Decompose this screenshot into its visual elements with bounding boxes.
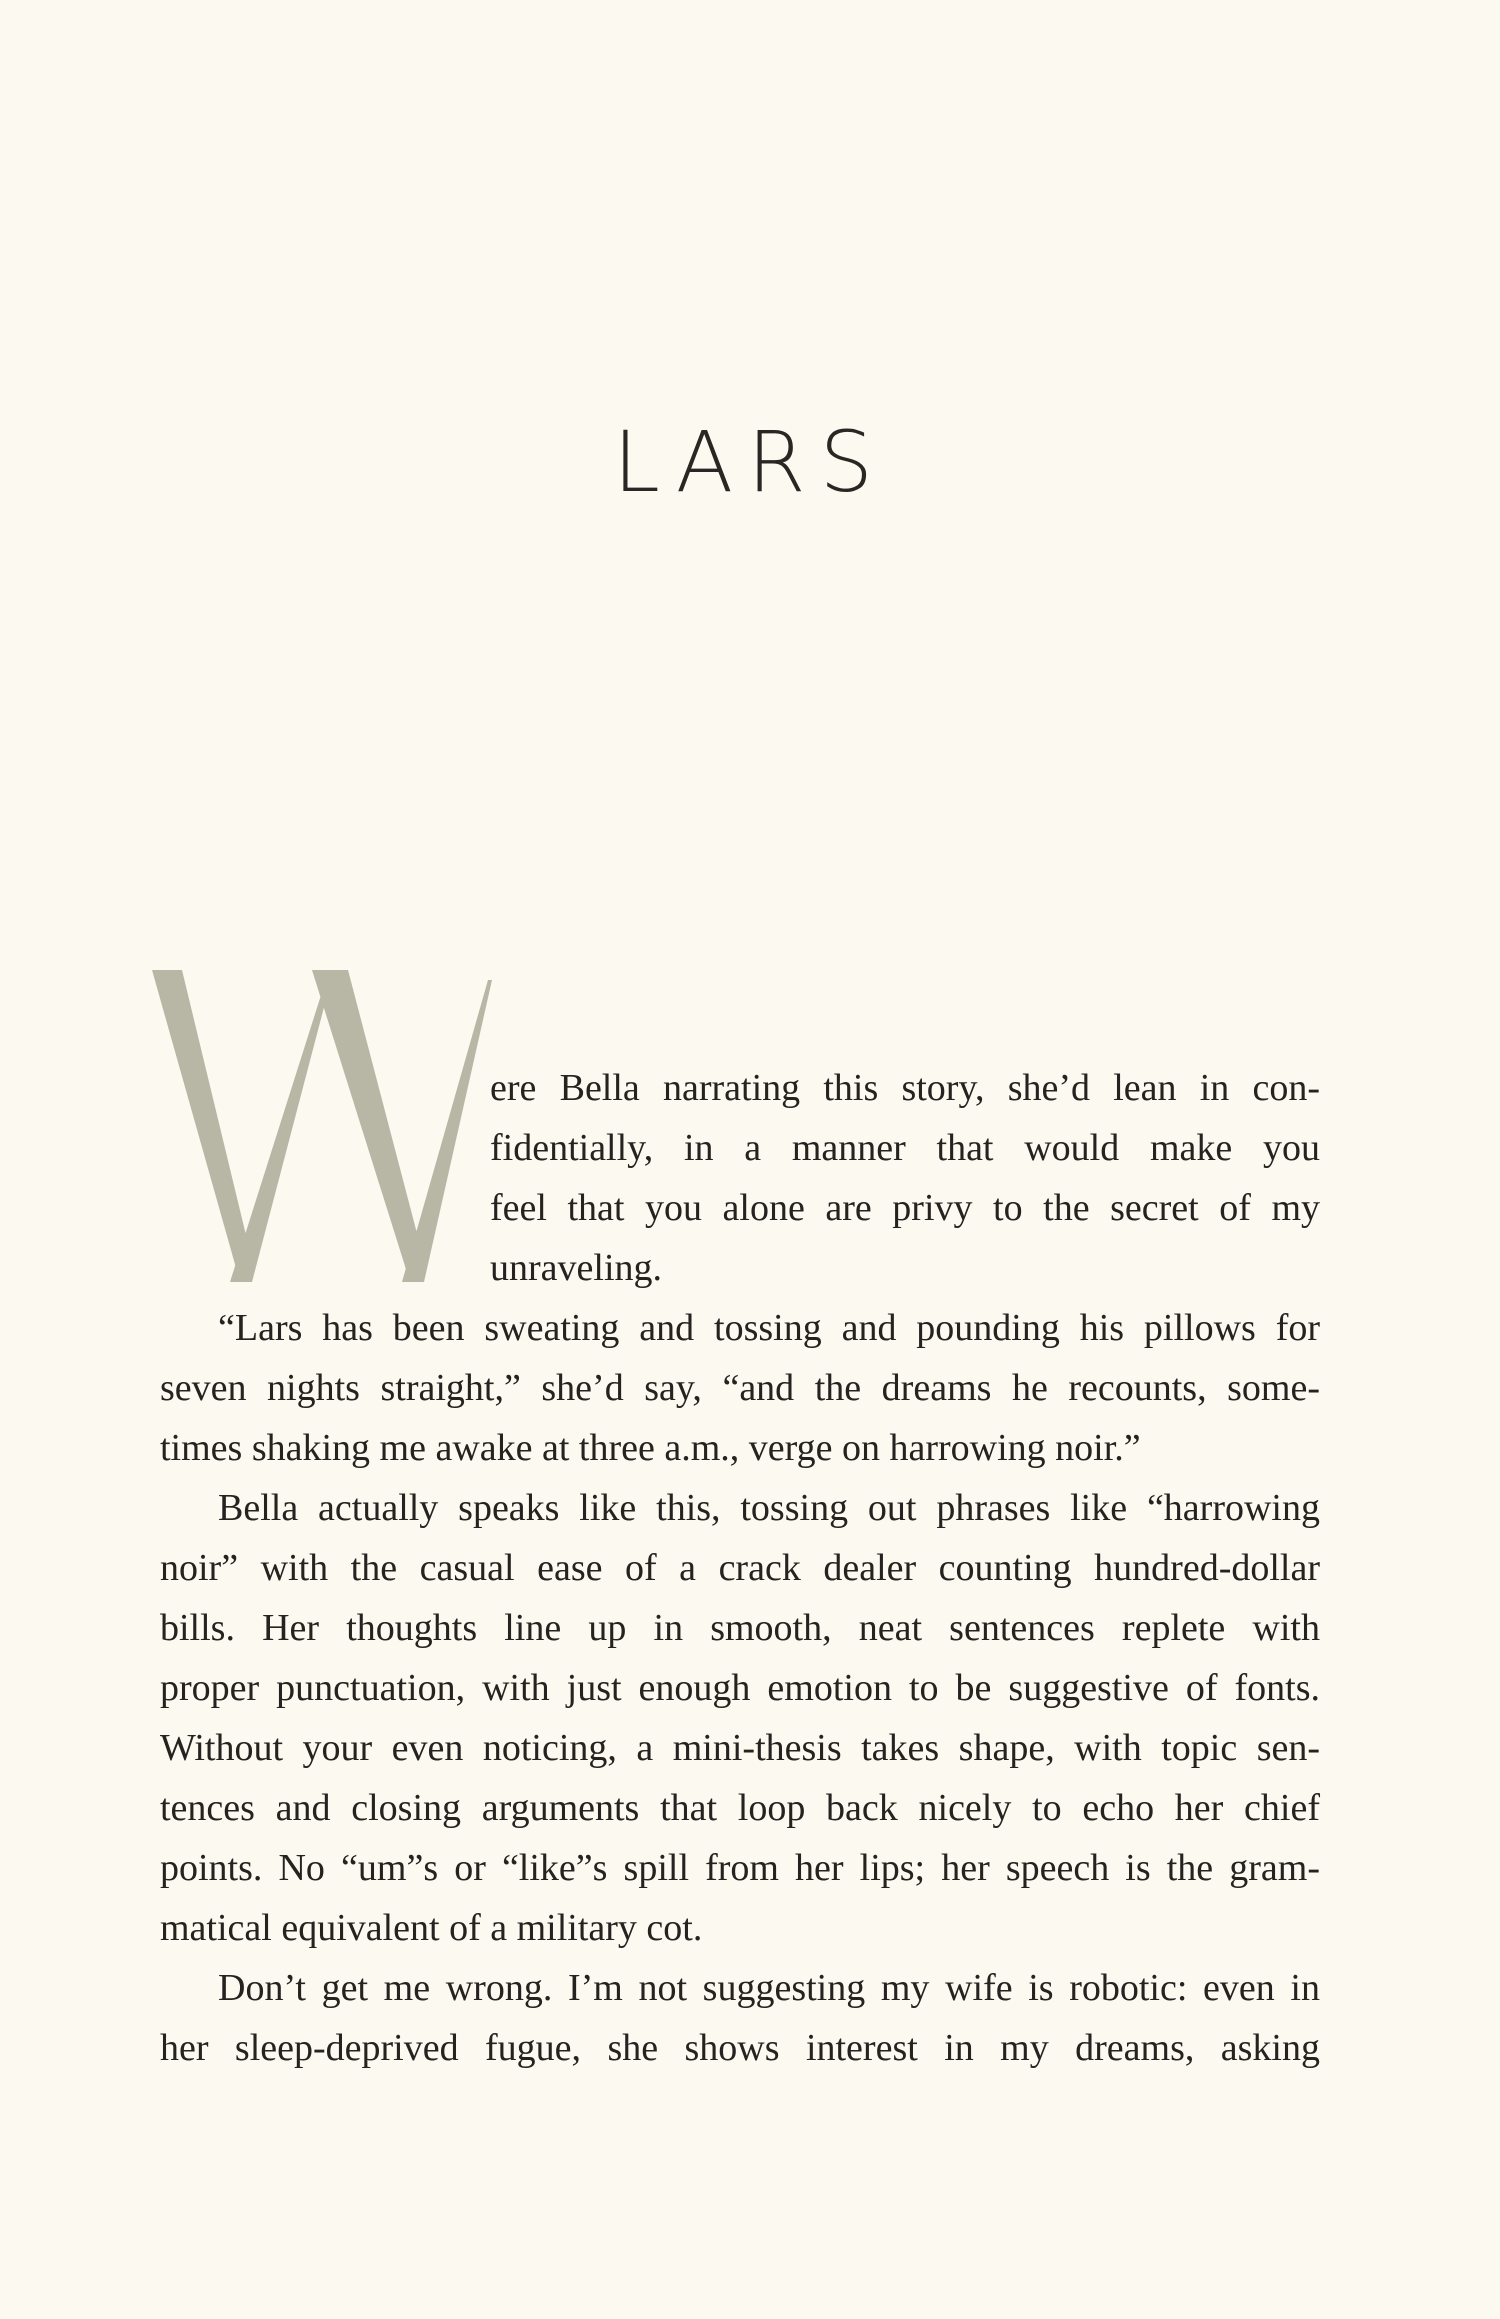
- text-line: proper punctuation, with just enough emotion to be suggestive of fonts.: [160, 1667, 1320, 1709]
- text-line: seven nights straight,” she’d say, “and the dreams he recounts, some-: [160, 1367, 1320, 1409]
- text-line: Bella actually speaks like this, tossing out phrases like “harrowing: [218, 1487, 1320, 1529]
- text-line: matical equivalent of a military cot.: [160, 1907, 703, 1949]
- text-line: times shaking me awake at three a.m., verge on harrowing noir.”: [160, 1427, 1141, 1469]
- text-line: bills. Her thoughts line up in smooth, neat sentences replete with: [160, 1607, 1320, 1649]
- text-line: her sleep-deprived fugue, she shows interest in my dreams, asking: [160, 2027, 1320, 2069]
- text-line: unraveling.: [490, 1247, 663, 1289]
- text-line: feel that you alone are privy to the secret of my: [490, 1187, 1320, 1229]
- text-line: Without your even noticing, a mini-thesis takes shape, with topic sen-: [160, 1727, 1320, 1769]
- text-line: “Lars has been sweating and tossing and pounding his pillows for: [218, 1307, 1320, 1349]
- text-line: ere Bella narrating this story, she’d lean in con-: [490, 1067, 1320, 1109]
- text-line: fidentially, in a manner that would make you: [490, 1127, 1320, 1169]
- paragraph-2: [160, 1298, 1320, 1478]
- text-line: points. No “um”s or “like”s spill from her lips; her speech is the gram-: [160, 1847, 1320, 1889]
- text-line: tences and closing arguments that loop back nicely to echo her chief: [160, 1787, 1320, 1829]
- paragraph-4: [160, 1958, 1320, 2078]
- drop-cap-letter: [152, 970, 492, 1290]
- text-line: Don’t get me wrong. I’m not suggesting my wife is robotic: even in: [218, 1967, 1320, 2009]
- chapter-title: LARS: [613, 413, 887, 511]
- paragraph-1: [490, 1058, 1320, 1298]
- paragraph-3: [160, 1478, 1320, 1958]
- text-line: noir” with the casual ease of a crack dealer counting hundred-dollar: [160, 1547, 1320, 1589]
- drop-cap-glyph: [152, 970, 492, 1290]
